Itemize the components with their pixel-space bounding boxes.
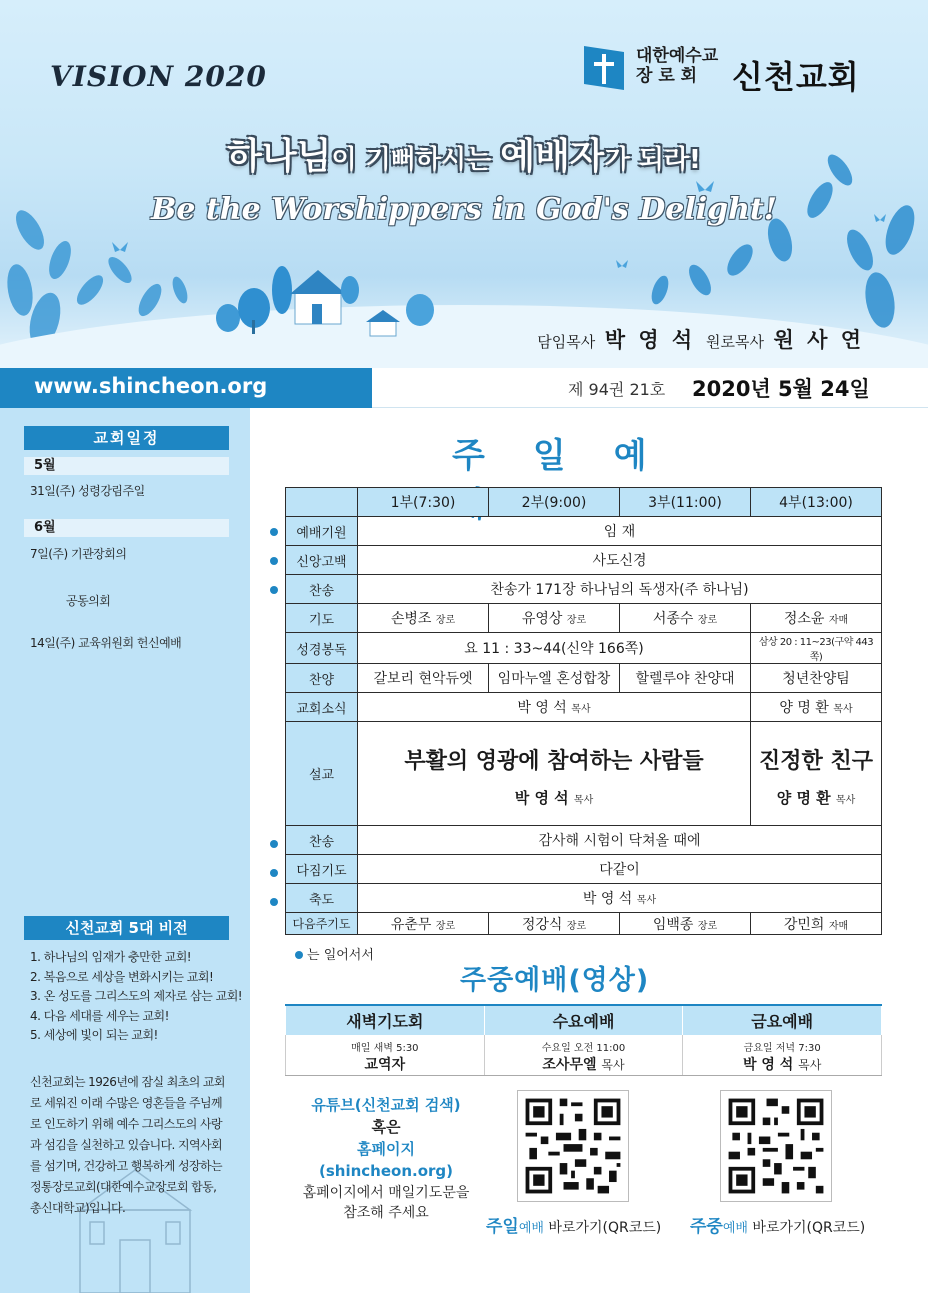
worship-title: 주일예 xyxy=(452,436,695,476)
vision-item: 4. 다음 세대를 세우는 교회! xyxy=(30,1008,169,1023)
pastor-line: 담임목사 박 영 석 원로목사 원 사 연 xyxy=(537,328,864,352)
weekday-qr-caption: 주중예배 바로가기(QR코드) xyxy=(690,1217,866,1237)
vision-item: 5. 세상에 빛이 되는 교회! xyxy=(30,1028,158,1042)
vision-title: VISION 2020 xyxy=(50,60,267,93)
stand-bullet-icon xyxy=(270,528,278,536)
table-row: 찬송 찬송가 171장 하나님의 독생자(주 하나님) xyxy=(286,575,882,604)
table-row: 교회소식 박 영 석 목사 양 명 환 목사 xyxy=(286,693,882,722)
vision-item: 3. 온 성도를 그리스도의 제자로 삼는 교회! xyxy=(30,989,243,1003)
weekday-title: 주중예배(영상) xyxy=(460,965,650,996)
table-row: 예배기원 임 재 xyxy=(286,517,882,546)
service-2: 2부(9:00) xyxy=(489,488,620,517)
weekday-col-wednesday: 수요예배 xyxy=(484,1005,683,1035)
church-description: 신천교회는 1926년에 잠실 최초의 교회로 세워진 이래 수많은 영혼들을 주님께로 인도하기 위해 예수 그리스도의 사랑과 섬김을 실천하고 있습니다. 지역사회를 섬기며, 건강하고 행복하게 성장하는 정통장로교회(대한예수교장로회 합동, 총신대학교)입니다. xyxy=(30,1075,225,1215)
stand-bullet-icon xyxy=(295,951,303,959)
church-logo-icon xyxy=(580,44,628,92)
youtube-info: 유튜브(신천교회 검색) 혹은 홈페이지(shincheon.org) xyxy=(296,1094,476,1182)
weekday-service-table: 새벽기도회 수요예배 금요예배 매일 새벽 5:30 교역자 수요일 오전 11:00 조사무엘 목사 금요일 저녁 7:30 박 영 석 목사 xyxy=(285,1004,882,1076)
worship-order-table xyxy=(285,487,882,935)
table-row: 성경봉독 요 11 : 33~44(신약 166쪽) 삼상 20 : 11~23(구약 443쪽) xyxy=(286,633,882,664)
table-row: 찬양 갈보리 현악듀엣 임마누엘 혼성합창 할렐루야 찬양대 청년찬양팀 xyxy=(286,664,882,693)
homepage-link[interactable]: 홈페이지(shincheon.org) xyxy=(318,1140,453,1180)
sermon-title: 부활의 영광에 참여하는 사람들 xyxy=(404,748,704,774)
sunday-qr-caption: 주일예배 바로가기(QR코드) xyxy=(486,1217,662,1237)
table-row: 신앙고백 사도신경 xyxy=(286,546,882,575)
vision-list xyxy=(30,948,242,1046)
month-label: 5월 xyxy=(24,457,229,475)
stand-bullet-icon xyxy=(270,898,278,906)
stand-note: 는 일어서서 xyxy=(295,944,374,963)
bulletin-date: 2020년 5월 24일 xyxy=(692,377,870,401)
issue-number: 제 94권 21호 xyxy=(568,380,666,399)
service-4: 4부(13:00) xyxy=(751,488,882,517)
schedule-item: 31일(주) 성령강림주일 xyxy=(30,484,145,498)
vision-item: 1. 하나님의 임재가 충만한 교회! xyxy=(30,950,192,964)
month-label: 6월 xyxy=(24,519,229,537)
weekday-col-friday: 금요예배 xyxy=(683,1005,882,1035)
vision-list-title: 신천교회 5대 비전 xyxy=(24,916,229,940)
weekday-qr-code-icon[interactable] xyxy=(720,1090,832,1202)
sermon-row: 설교 부활의 영광에 참여하는 사람들 박 영 석 목사 진정한 친구 양 명 환 목사 xyxy=(286,722,882,826)
sunday-qr-code-icon[interactable] xyxy=(517,1090,629,1202)
stand-bullet-icon xyxy=(270,869,278,877)
sermon-title-4: 진정한 친구 xyxy=(759,748,873,774)
website-link[interactable]: www.shincheon.org xyxy=(34,374,268,398)
table-row: 찬송 감사해 시험이 닥쳐올 때에 xyxy=(286,826,882,855)
table-row: 기도 손병조 장로 유영상 장로 서종수 장로 정소윤 자매 xyxy=(286,604,882,633)
stand-bullet-icon xyxy=(270,586,278,594)
headline-korean: 하나님이 기뻐하시는 예배자가 되라! xyxy=(227,136,701,177)
header-banner xyxy=(0,0,928,368)
table-row: 다짐기도 다같이 xyxy=(286,855,882,884)
weekday-col-dawn: 새벽기도회 xyxy=(286,1005,485,1035)
headline-english: Be the Worshippers in God's Delight! xyxy=(151,192,777,227)
schedule-title: 교회일정 xyxy=(24,426,229,450)
service-1: 1부(7:30) xyxy=(358,488,489,517)
emeritus-pastor-name: 원 사 연 xyxy=(773,328,864,352)
schedule-item: 14일(주) 교육위원회 헌신예배 xyxy=(30,636,182,650)
stand-bullet-icon xyxy=(270,840,278,848)
table-row: 다음주기도 유춘무 장로 정강식 장로 임백종 장로 강민희 자매 xyxy=(286,913,882,935)
stand-bullet-icon xyxy=(270,557,278,565)
service-3: 3부(11:00) xyxy=(620,488,751,517)
schedule-item: 7일(주) 기관장회의 xyxy=(30,547,127,561)
service-header-row xyxy=(286,488,882,517)
pastor-name: 박 영 석 xyxy=(604,328,696,352)
daily-prayer-note: 홈페이지에서 매일기도문을 참조해 주세요 xyxy=(302,1185,470,1221)
table-row: 축도 박 영 석 목사 xyxy=(286,884,882,913)
church-name: 신천교회 xyxy=(732,58,860,96)
vision-item: 2. 복음으로 세상을 변화시키는 교회! xyxy=(30,969,214,984)
church-denomination: 대한예수교 장 로 회 xyxy=(636,46,719,86)
schedule-item: 공동의회 xyxy=(66,594,111,608)
